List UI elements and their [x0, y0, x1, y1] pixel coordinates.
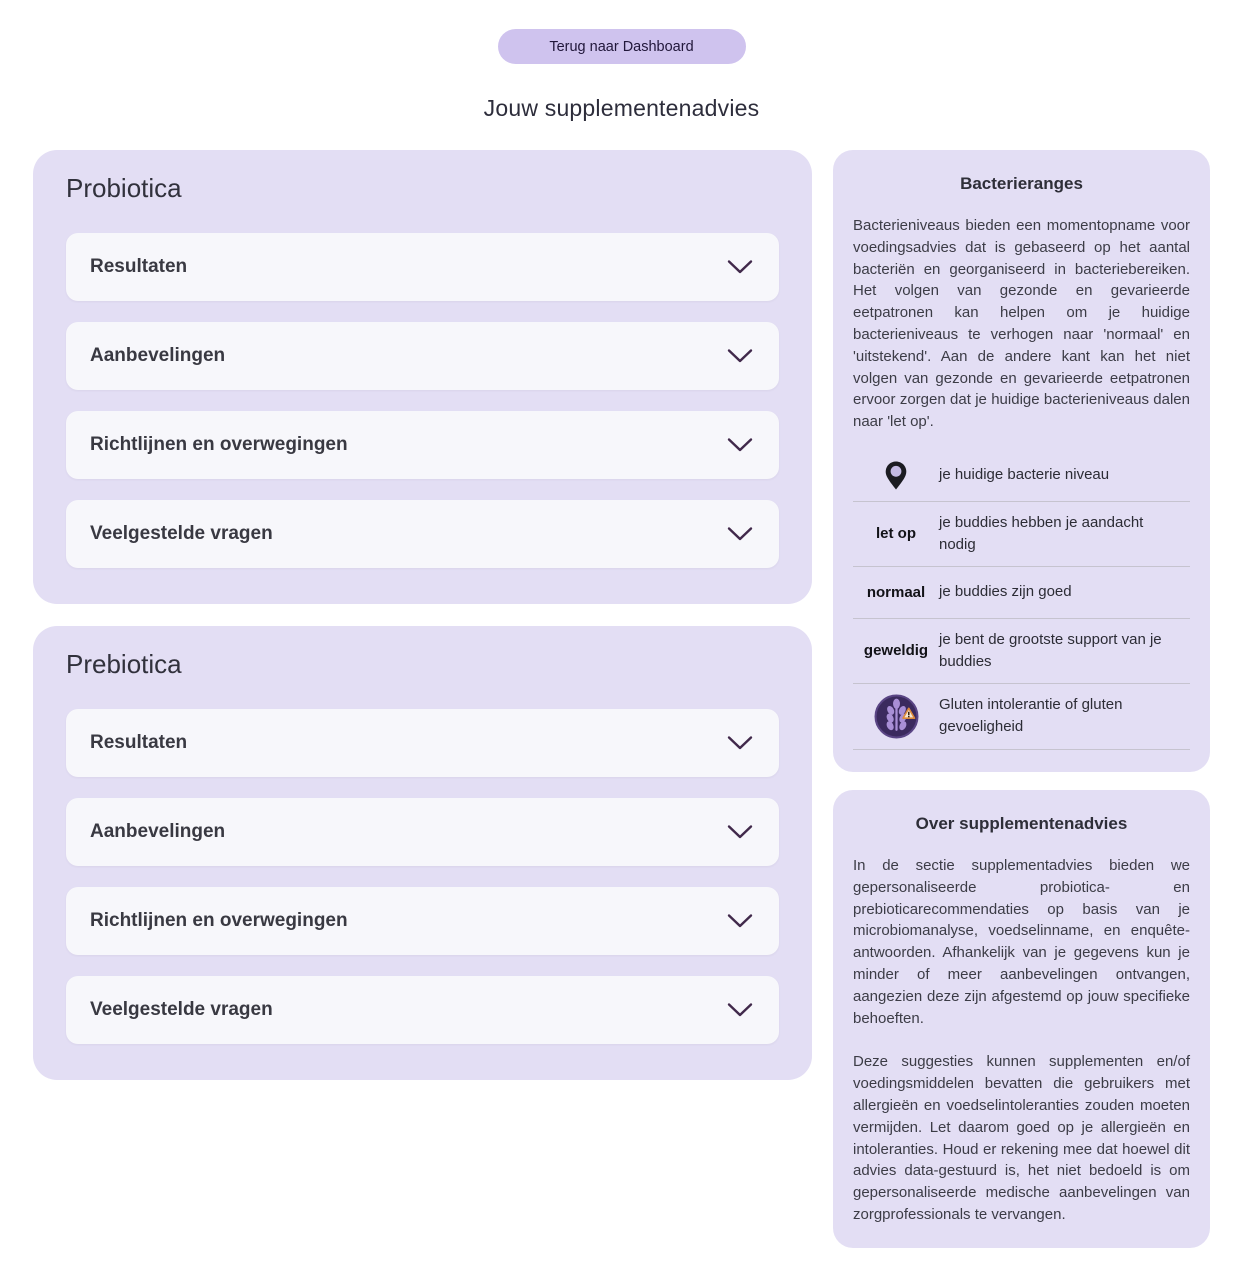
about-paragraph-2: Deze suggesties kunnen supplementen en/of voedingsmiddelen bevatten die gebruikers met allergieën en voedselintoleranties zouden moeten vermijden. Let daarom goed op je allergieën en intoleranties. Houd er rekening mee dat hoewel dit advies data-gestuurd is, het niet bedoeld is om gepersonaliseerde medische aanbevelingen van zorgprofessionals te vervangen.: [853, 1053, 1190, 1223]
main-content: [33, 150, 1210, 1266]
accordion-label: Richtlijnen en overwegingen: [90, 910, 348, 931]
about-paragraph-1: In de sectie supplementadvies bieden we gepersonaliseerde probiotica- en prebioticarecommendaties op basis van je microbiomanalyse, voedselinname, en enquête-antwoorden. Afhankelijk van je gegevens kun je minder of meer aanbevelingen ontvangen, aangezien deze zijn afgestemd op jouw specifieke behoeften.: [853, 856, 1190, 1027]
legend-row-geweldig: [853, 619, 1190, 684]
legend-text: je huidige bacterie niveau: [939, 466, 1110, 484]
legend-row-current-level: [853, 450, 1190, 502]
top-bar: [33, 29, 1210, 64]
bacteria-ranges-card: [833, 150, 1210, 772]
legend-text: je buddies hebben je aandacht nodig: [939, 513, 1144, 553]
probiotica-title: Probiotica: [66, 173, 182, 203]
chevron-down-icon: [727, 913, 753, 929]
bacteria-ranges-description: Bacterieniveaus bieden een momentopname voor voedingsadvies dat is gebaseerd op het aantal bacteriën en georganiseerd in bacteriebereiken. Het volgen van gezonde en gevarieerde eetpatronen kan helpen om je huidige bacterieniveaus te verhogen naar 'normaal' en 'uitstekend'. Aan de andere kant kan het niet volgen van gezonde en gevarieerde eetpatronen ervoor zorgen dat je huidige bacterieniveaus dalen naar 'let op'.: [853, 217, 1190, 431]
prebiotica-accordion-veelgestelde-vragen[interactable]: [66, 976, 779, 1044]
probiotica-accordion-resultaten[interactable]: [66, 233, 779, 301]
accordion-label: Resultaten: [90, 256, 188, 277]
prebiotica-title: Prebiotica: [66, 649, 182, 679]
about-title: Over supplementenadvies: [915, 813, 1128, 833]
accordion-label: Richtlijnen en overwegingen: [90, 434, 348, 455]
legend-label: let op: [876, 525, 916, 543]
advice-column: [33, 150, 812, 1102]
probiotica-accordion-veelgestelde-vragen[interactable]: [66, 500, 779, 568]
page-title: Jouw supplementenadvies: [483, 95, 760, 121]
legend-text: je bent de grootste support van je buddies: [939, 630, 1162, 670]
accordion-label: Aanbevelingen: [90, 345, 226, 366]
chevron-down-icon: [727, 824, 753, 840]
prebiotica-accordion-richtlijnen[interactable]: [66, 887, 779, 955]
legend-row-normaal: [853, 567, 1190, 619]
legend-text: je buddies zijn goed: [939, 583, 1072, 601]
legend-row-let-op: [853, 502, 1190, 567]
bacteria-ranges-title: Bacterieranges: [960, 174, 1083, 193]
info-column: [833, 150, 1210, 1266]
gluten-warning-icon: [853, 694, 939, 739]
legend-table: [853, 450, 1190, 750]
back-to-dashboard-button[interactable]: Terug naar Dashboard: [498, 29, 746, 64]
chevron-down-icon: [727, 259, 753, 275]
legend-row-gluten: [853, 684, 1190, 750]
legend-label: normaal: [866, 583, 926, 601]
about-card: [833, 790, 1210, 1248]
prebiotica-accordion-resultaten[interactable]: [66, 709, 779, 777]
accordion-label: Aanbevelingen: [90, 821, 226, 842]
accordion-label: Veelgestelde vragen: [90, 999, 273, 1020]
chevron-down-icon: [727, 348, 753, 364]
prebiotica-card: [33, 626, 812, 1080]
accordion-label: Resultaten: [90, 732, 188, 753]
probiotica-accordion-aanbevelingen[interactable]: [66, 322, 779, 390]
chevron-down-icon: [727, 735, 753, 751]
location-pin-icon: [853, 460, 939, 491]
probiotica-accordion-richtlijnen[interactable]: [66, 411, 779, 479]
probiotica-card: [33, 150, 812, 604]
legend-text: Gluten intolerantie of gluten gevoeligheid: [939, 696, 1123, 736]
chevron-down-icon: [727, 526, 753, 542]
chevron-down-icon: [727, 437, 753, 453]
legend-label: geweldig: [863, 642, 929, 660]
prebiotica-accordion-aanbevelingen[interactable]: [66, 798, 779, 866]
accordion-label: Veelgestelde vragen: [90, 523, 273, 544]
chevron-down-icon: [727, 1002, 753, 1018]
